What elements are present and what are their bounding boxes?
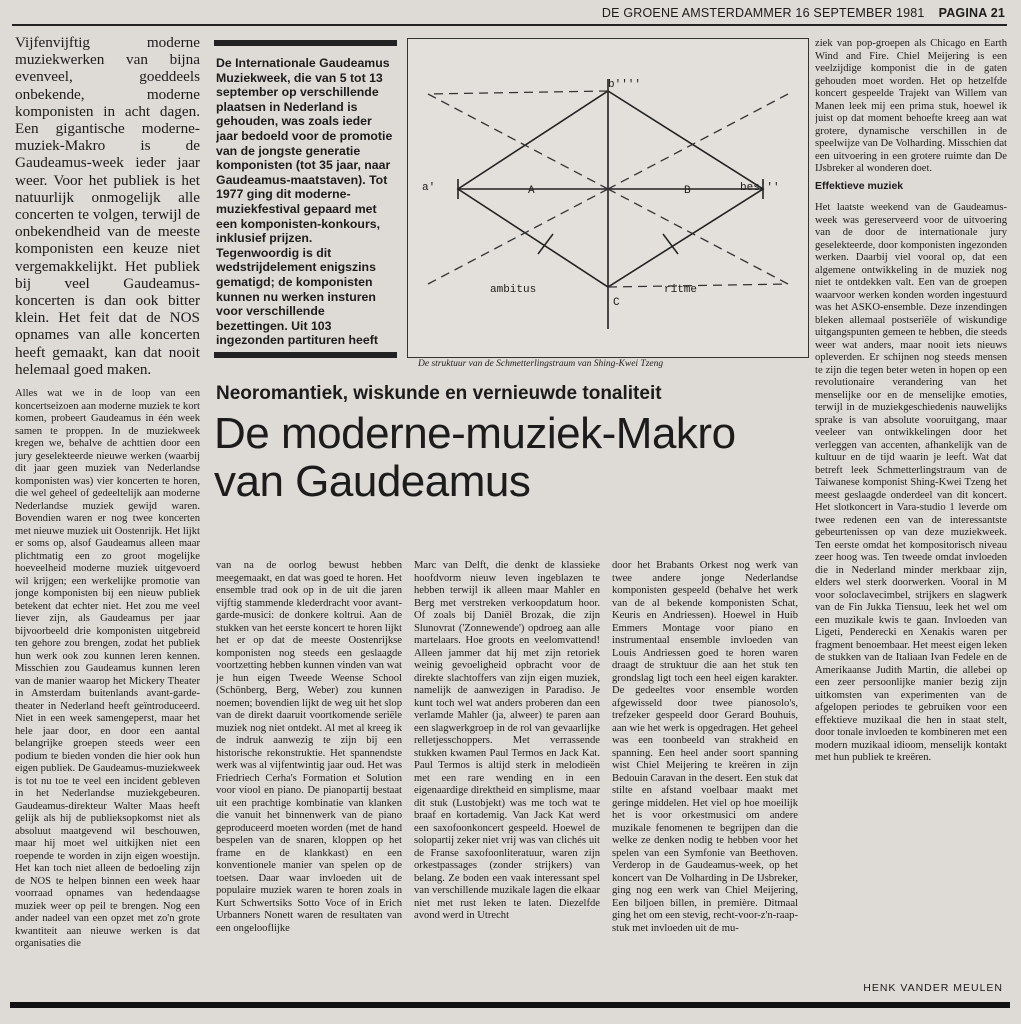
diagram-label-right: bes'''	[740, 182, 780, 194]
diagram-label-ritme: ritme	[664, 284, 698, 296]
intro-paragraph: Vijfenvijftig moderne muziekwerken van bijna evenveel, goeddeels onbekende, moderne komponisten in acht dagen. Een gigantische moderne-muziek-Makro is de Gaudeamus-week ieder jaar weer. Voor het publiek is het natuurlijk onmogelijk alle concerten te volgen, terwijl de onbekendheid van de meeste komponisten een keuze niet vergemakkelijkt. Het publiek bij veel Gaudeamus-koncerten is dan ook bitter klein. Het feit dat de NOS opnames van alle koncerten heeft gemaakt, kan dat nooit helemaal goed maken.	[15, 34, 200, 378]
column-4-text: door het Brabants Orkest nog werk van twee andere jonge Nederlandse komponisten gespeeld (behalve het werk van de al bekende komponisten Schat, Keuris en Andriessen). Hoewel in Huib Emmers Montage voor piano en instrumentaal ensemble invloeden van Louis Andriessen goed te horen waren draagt de struktuur die aan het stuk ten grondslag ligt toch een heel eigen karakter. De gedeeltes voor ensemble worden afgewisseld door twee pianosolo's, trefzeker gespeeld door Gerard Bouhuis, aan wie het werk is opgedragen. Het geheel was een toonbeeld van strakheid en spanning. Een heel ander soort spanning wist Chiel Meijering te kreëren in zijn Bedouin Caravan in the desert. Een stuk dat stilte en afstand voelbaar maakt met geringe middelen. Het viel op hoe moeilijk het is voor orkestmusici om andere muzikale fenomenen te begrijpen dan die welke ze denken nodig te hebben voor het spelen van een Symfonie van Beethoven. Verderop in de Gaudeamus-week, op het koncert van De Volharding in De IJsbreker, ging nog een werk van Chiel Meijering, Een biljoen billen, in première. Ditmaal ging het om een stevig, recht-voor-z'n-raap-stuk met invloeden uit de mu-	[612, 560, 798, 934]
column-3-text: Marc van Delft, die denkt de klassieke hoofdvorm nieuw leven ingeblazen te hebben terwijl ik alleen maar Mahler en Berg met verstreken verkoopdatum hoor. Of zoals bij Daniël Brozak, die zijn Slunovrat ('Zonnewende') opdroeg aan alle martelaars. Hoe groots en veelomvattend! Alleen jammer dat hij met zijn retoriek weinig gevoeligheid opbracht voor de direkte slachtoffers van zijn eigen muziek, namelijk de aanwezigen in Paradiso. Je kunt toch wel wat anders proberen dan een verlamde Mahler (ja, alweer) te paren aan een slagwerkgroep in de rol van gevaarlijke relletjesschoppers. Met verrassende stukken kwamen Paul Termos en Jack Kat. Paul Termos is altijd sterk in melodieën met een rare wending en in een eigenaardige direktheid en simplisme, maar dit stuk (Lustobjekt) was me toch wat te braaf en kortademig. Van Jack Kat werd een saxofoonkoncert gespeeld. Hoewel de solopartij zeker niet vrij was van clichés uit de Franse saxofoonliteratuur, waren zijn orkestpassages (zonder strijkers) van belang. Ze boden een vaak interessant spel van verschillende muzikale lagen die elkaar niet met rust leken te laten. Diezelfde avond werd in Utrecht	[414, 560, 600, 921]
column-2	[216, 560, 402, 1004]
lead-box-bottom-rule	[214, 352, 397, 358]
diagram-label-top: b''''	[608, 79, 642, 91]
column-4	[612, 560, 798, 1004]
column-1	[15, 34, 200, 1004]
column-5-subhead: Effektieve muziek	[815, 179, 904, 192]
column-3	[414, 560, 600, 1004]
top-rule	[12, 24, 1007, 26]
column-1-text: Alles wat we in de loop van een koncertseizoen aan moderne muziek te kort komen, probeert Gaudeamus in één week samen te proppen. In de muziekweek kregen we, behalve de achttien door een jury geselekteerde nieuwe werken (waarbij dit jaar geen muziek van Nederlandse komponisten was) vier koncerten te horen, die wel geheel of gedeeltelijk aan moderne Nederlandse muziek gewijd waren. Bovendien waren er nog twee koncerten met nieuwe muziek uit Oostenrijk. Het lijkt er soms op, alsof Gaudeamus alleen maar plichtmatig een zo groot mogelijke hoeveelheid moderne muziek uitgevoerd wil krijgen; een werkelijke promotie van jonge komponisten bij een nieuw publiek betekent dat echter niet. Het zou me veel liever zijn, als Gaudeamus per jaar bijvoorbeeld drie komponisten uitgebreid ten gehore zou brengen, zodat het publiek hun werk ook zou kunnen leren kennen. Misschien zou Gaudeamus kunnen leren van de manier waarop het Mickery Theater in Amsterdam buitenlands avant-garde-theater in Nederland heeft geïntroduceerd. Niet in een week samengeperst, maar het hele jaar door, en door een aantal belangrijke groepen steeds weer een podium te bieden vonden die hier ook hun eigen publiek. De Gaudeamus-muziekweek is tot nu toe te veel een incident gebleven in het Nederlandse muziekgebeuren. Gaudeamus-direkteur Walter Maas heeft gelijk als hij de publieksopkomst niet als absoluut maatgevend wil beschouwen, maar hij moet wel uitkijken niet een roepende te worden in zijn eigen woestijn. Het kan toch niet alleen de bedoeling zijn de NOS te helpen binnen een week haar voorraad opnames van hedendaagse muziek weer op peil te brengen. Nog een ander nadeel van een opzet met zo'n grote kwantiteit aan nieuwe werken is dat organisaties die	[15, 388, 200, 950]
headline	[214, 410, 814, 506]
headline-line-1: De moderne-muziek-Makro	[214, 409, 736, 458]
column-5-text: Het laatste weekend van de Gaudeamus-week was gereserveerd voor de uitvoering van de door de internationale jury geselekteerde, door komponisten ingezonden werken. Daarbij viel vooral op, dat een algemene ontwikkeling in de muziek nog niet te ontdekken valt. Een van de groepen waarvoor werken konden worden ingestuurd was het ASKO-ensemble. Deze inzendingen bleken allemaal postseriële of wiskundige uitgangspunten gemeen te hebben, die steeds weer wat anders, maar nooit iets nieuws opleverden. Er schijnen nog steeds mensen te zijn die tegen beter weten in hopen op een revolutionaire verandering van het menselijke oor en de menselijke emoties, terwijl in de muziekgeschiedenis nauwelijks sprake is van absolute vooruitgang, maar veeleer van ontwikkelingen door het verleggen van accenten, afhankelijk van de kultuur en de tijd waarin je leeft. Wat dat betreft leek Schmetterlingstraum van de Taiwanese komponist Shing-Kwei Tzeng het meest geslaagde onderdeel van dit koncert. Het slotkoncert in Vara-studio 1 leverde om twee redenen een van de interessantste gebeurtenissen op van deze muziekweek. Ten eerste omdat het kompositorisch niveau zeer hoog was. Ten tweede omdat invloeden die in Nederland minder merkbaar zijn, elders wel sterk doorwerken. Vooral in M voor soloclavecimbel, strijkers en slagwerk van de Fin Jukka Tiensuu, leek het wel om een muzikale kwis te gaan. Invloeden van Ligeti, Penderecki en Xenakis waren per fragment benoembaar. Het meest eigen leken de stukken van de Italiaan Ivan Fedele en de Amerikaanse Judith Martin, die allebei op een zeer persoonlijke manier bezig zijn uitkomsten van experimenten van de afgelopen periodes te gebruiken voor een effektieve muzikaal die hen in staat stelt, door tonale invloeden te kombineren met een modern muzikaal idioom, menselijk kontakt met hun publiek te kreëren.	[815, 202, 1007, 763]
masthead-paper: DE GROENE AMSTERDAMMER 16 SEPTEMBER 1981	[601, 6, 925, 20]
column-2-text: van na de oorlog bewust hebben meegemaakt, en dat was goed te horen. Het ensemble trad ook op in de uit die jaren vijftig stammende klederdracht voor avant-garde-musici: de donkere koltrui. Aan de stukken van het eerste koncert te horen lijkt het er op dat de meeste Oostenrijkse komponisten nog steeds een geslaagde voortzetting hebben kunnen vinden van wat je hun eigen Tweede Weense School (Schönberg, Berg, Weber) zou kunnen noemen; bovendien lijkt de weg uit het slop van de direkt daaruit voortkomende seriële muziek nog niet ontdekt. Al met al kreeg ik de indruk aanwezig te zijn bij een historische rekonstruktie. Het spannendste werk was al vijfentwintig jaar oud. Het was Friedriech Cerha's Formation et Solution voor viool en piano. De pianopartij bestaat uit een prachtige kombinatie van klanken die vanuit het binnenwerk van de piano geproduceerd moeten worden (met de hand bespelen van de snaren, kloppen op het frame en de klankkast) en een konventionele manier van spelen op de toetsen. Daar waar invloeden uit de populaire muziek waren te horen zoals in Kurt Schwertsiks Sotto Voce of in Erich Urbanners Nonett waren de resultaten van een ongelooflijke	[216, 560, 402, 934]
diagram-label-ambitus: ambitus	[490, 284, 537, 296]
column-5	[815, 38, 1007, 1000]
column-5-top-text: ziek van pop-groepen als Chicago en Earth Wind and Fire. Chiel Meijering is een veelzijdige komponist die in de gaten gehouden moet worden. Het op hetzelfde koncert gespeelde Trajekt van Willem van Manen leek mij een prima stuk, hoewel ik juist op dat moment behoefte kreeg aan wat grotere, dynamische verschillen in de speelwijze van De Volharding. Misschien dat een uitvoering in een grotere ruimte dan De IJsbreker al wonderen doet.	[815, 38, 1007, 174]
ambitus-pointer	[538, 234, 553, 254]
diagram-label-left: a'	[422, 182, 436, 194]
diagram-label-c: C	[613, 297, 620, 309]
diagram-label-b: B	[684, 185, 691, 197]
subheadline: Neoromantiek, wiskunde en vernieuwde tonaliteit	[216, 383, 662, 404]
headline-line-2: van Gaudeamus	[214, 457, 531, 506]
lead-text: De Internationale Gaudeamus Muziekweek, die van 5 tot 13 september op verschillende plaatsen in Nederland is gehouden, was zoals ieder jaar bedoeld voor de promotie van de jongste generatie komponisten (tot 35 jaar, naar Gaudeamus-maatstaven). Tot 1977 ging dit moderne-muziekfestival gepaard met een komponisten-konkours, inklusief prijzen. Tegenwoordig is dit wedstrijdelement enigszins gematigd; de komponisten kunnen nu werken insturen voor verschillende bezettingen. Uit 103 ingezonden partituren heeft	[216, 56, 393, 348]
masthead	[575, 6, 1005, 24]
bottom-rule	[10, 1002, 1010, 1008]
lead-box	[216, 56, 396, 348]
lead-box-top-rule	[214, 40, 397, 46]
structure-diagram	[407, 38, 809, 358]
diagram-caption: De struktuur van de Schmetterlingstraum van Shing-Kwei Tzeng	[418, 359, 664, 369]
byline: HENK VANDER MEULEN	[863, 982, 1003, 994]
diagram-label-a: A	[528, 185, 535, 197]
masthead-page: PAGINA 21	[938, 6, 1005, 20]
